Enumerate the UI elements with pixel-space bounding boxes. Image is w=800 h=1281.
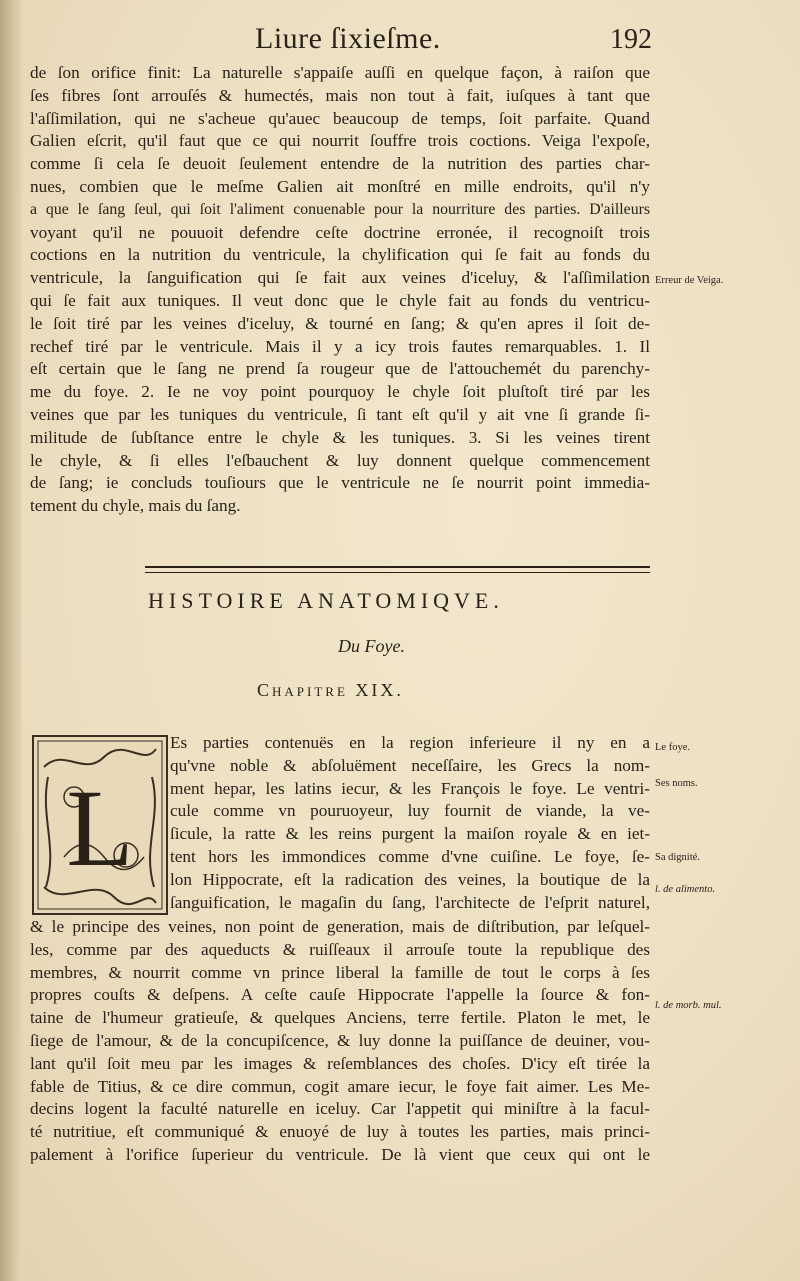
text-line: les, comme par des aqueducts & ruiſſeaux il arrouſe toute la republique des	[30, 939, 650, 959]
chapter-body-right	[170, 731, 650, 913]
section-title: HISTOIRE ANATOMIQVE.	[148, 588, 504, 613]
text-line: Es parties contenuës en la region inferieure il ny en a	[170, 733, 650, 752]
margin-note: Sa dignité.	[655, 852, 700, 863]
text-line: tement du chyle, mais du ſang.	[30, 496, 241, 516]
running-head	[0, 22, 800, 62]
text-line: té nutritiue, eſt communiqué & enuoyé de luy à toutes les parties, mais princi-	[30, 1122, 650, 1142]
text-line: cule comme vn pouruoyeur, luy fournit de viande, la ve-	[170, 801, 650, 821]
text-line: qu'vne noble & abſoluëment neceſſaire, les Grecs la nom-	[170, 755, 650, 775]
text-line: ſicule, la ratte & les reins purgent la maiſon royale & en iet-	[170, 824, 650, 844]
text-line: propres couſts & deſpens. A ceſte cauſe Hippocrate l'appelle la ſource & fon-	[30, 985, 650, 1005]
text-line: fable de Titius, & ce dire commun, cogit amare iecur, le foye fait aimer. Les Me-	[30, 1076, 650, 1096]
margin-note: Ses noms.	[655, 778, 698, 789]
margin-note: l. de alimento.	[655, 884, 716, 895]
upper-text-block	[30, 62, 650, 518]
margin-note: Le foye.	[655, 742, 690, 753]
text-line: rechef tiré par le ventricule. Mais il y a icy trois fautes remarquables. 1. Il	[30, 336, 650, 356]
text-line: tent hors les immondices comme d'vne cuiſine. Le foye, ſe-	[170, 846, 650, 866]
text-line: de ſang; ie concluds touſiours que le ventricule ne ſe nourrit point immedia-	[30, 473, 650, 493]
text-line: palement à l'orifice ſuperieur du ventricule. De là vient que ceux qui ont le	[30, 1144, 650, 1164]
text-line: nues, combien que le meſme Galien ait monſtré en mille endroits, qu'il n'y	[30, 176, 650, 196]
text-line: ment hepar, les latins iecur, & les François le foye. Le ventri-	[170, 778, 650, 798]
text-line: ſanguification, le magaſin du ſang, l'architecte de l'eſprit naturel,	[170, 892, 650, 912]
running-title: Liure ſixieſme.	[255, 22, 441, 55]
margin-note: l. de morb. mul.	[655, 1000, 722, 1011]
text-line: eſt certain que le ſang ne prend ſa rougeur que de l'attouchemét du parenchy-	[30, 359, 650, 379]
text-line: veines que par les tuniques du ventricule, ſi tant eſt qu'il y ait vne ſi grande ſi-	[30, 404, 650, 424]
decorated-initial	[32, 735, 168, 915]
decorated-initial-art	[34, 737, 166, 913]
binding-gutter	[0, 0, 22, 1281]
text-line: taine de l'humeur gratieuſe, & quelques Anciens, terre fertile. Platon le met, le	[30, 1008, 650, 1028]
text-line: Galien eſcrit, qu'il faut que ce qui nourrit ſouffre trois coctions. Veiga l'expoſe,	[30, 131, 650, 151]
text-line: ventricule, la ſanguification qui ſe fait aux veines d'iceluy, & l'aſſimilation	[30, 268, 650, 288]
section-rule-bottom	[145, 572, 650, 573]
section-rule-top	[145, 566, 650, 568]
text-line: qui ſe fait aux tuniques. Il veut donc que le chyle fait au fonds du ventricu-	[30, 290, 650, 310]
chapter-heading: Chapitre XIX.	[257, 680, 404, 700]
text-line: lon Hippocrate, eſt la radication des veines, la boutique de la	[170, 869, 650, 889]
margin-note: Erreur de Veiga.	[655, 275, 724, 286]
text-line: de ſon orifice finit: La naturelle s'appaiſe auſſi en quelque façon, à raiſon que	[30, 63, 650, 82]
chapter-subtitle: Du Foye.	[338, 636, 405, 656]
text-line: lant qu'il ſoit meu par les images & reſemblances des choſes. D'icy eſt tirée la	[30, 1053, 650, 1073]
text-line: coctions en la nutrition du ventricule, la chylification qui ſe fait au fonds du	[30, 245, 650, 265]
text-line: membres, & nourrit comme vn prince liberal la famille de tout le corps à ſes	[30, 962, 650, 982]
initial-letter: L	[66, 767, 134, 889]
text-line: me du foye. 2. Ie ne voy point pourquoy le chyle ſoit pluſtoſt tiré par les	[30, 382, 650, 402]
chapter-body	[30, 915, 650, 1166]
text-line: ſiege de l'amour, & de la concupiſcence, & luy donne la puiſſance de deuiner, vou-	[30, 1030, 650, 1050]
text-line: militude de ſubſtance entre le chyle & les tuniques. 3. Si les veines tirent	[30, 427, 650, 447]
text-line: comme ſi cela ſe deuoit ſeulement entendre de la nutrition des parties char-	[30, 154, 650, 174]
text-line: voyant qu'il ne pouuoit defendre ceſte doctrine erronée, il recognoiſt trois	[30, 222, 650, 242]
text-line: a que le ſang ſeul, qui ſoit l'aliment conuenable pour la nourriture des parties. D'ailleurs	[30, 200, 650, 218]
text-line: ſes fibres ſont arrouſés & humectés, mais non tout à fait, iuſques à tant que	[30, 85, 650, 105]
text-line: & le principe des veines, non point de generation, mais de diſtribution, par leſquel-	[30, 917, 650, 936]
folio: 192	[610, 24, 652, 55]
text-line: le ſoit tiré par les veines d'iceluy, & tourné en ſang; & qu'en apres il ſoit de-	[30, 313, 650, 333]
text-line: decins logent la faculté naturelle en iceluy. Car l'appetit qui miniſtre à la facul-	[30, 1099, 650, 1119]
text-line: le chyle, & ſi elles l'eſbauchent & luy donnent quelque commencement	[30, 450, 650, 470]
text-line: l'aſſimilation, qui ne s'acheue qu'auec beaucoup de temps, ſoit parfaite. Quand	[30, 108, 650, 128]
